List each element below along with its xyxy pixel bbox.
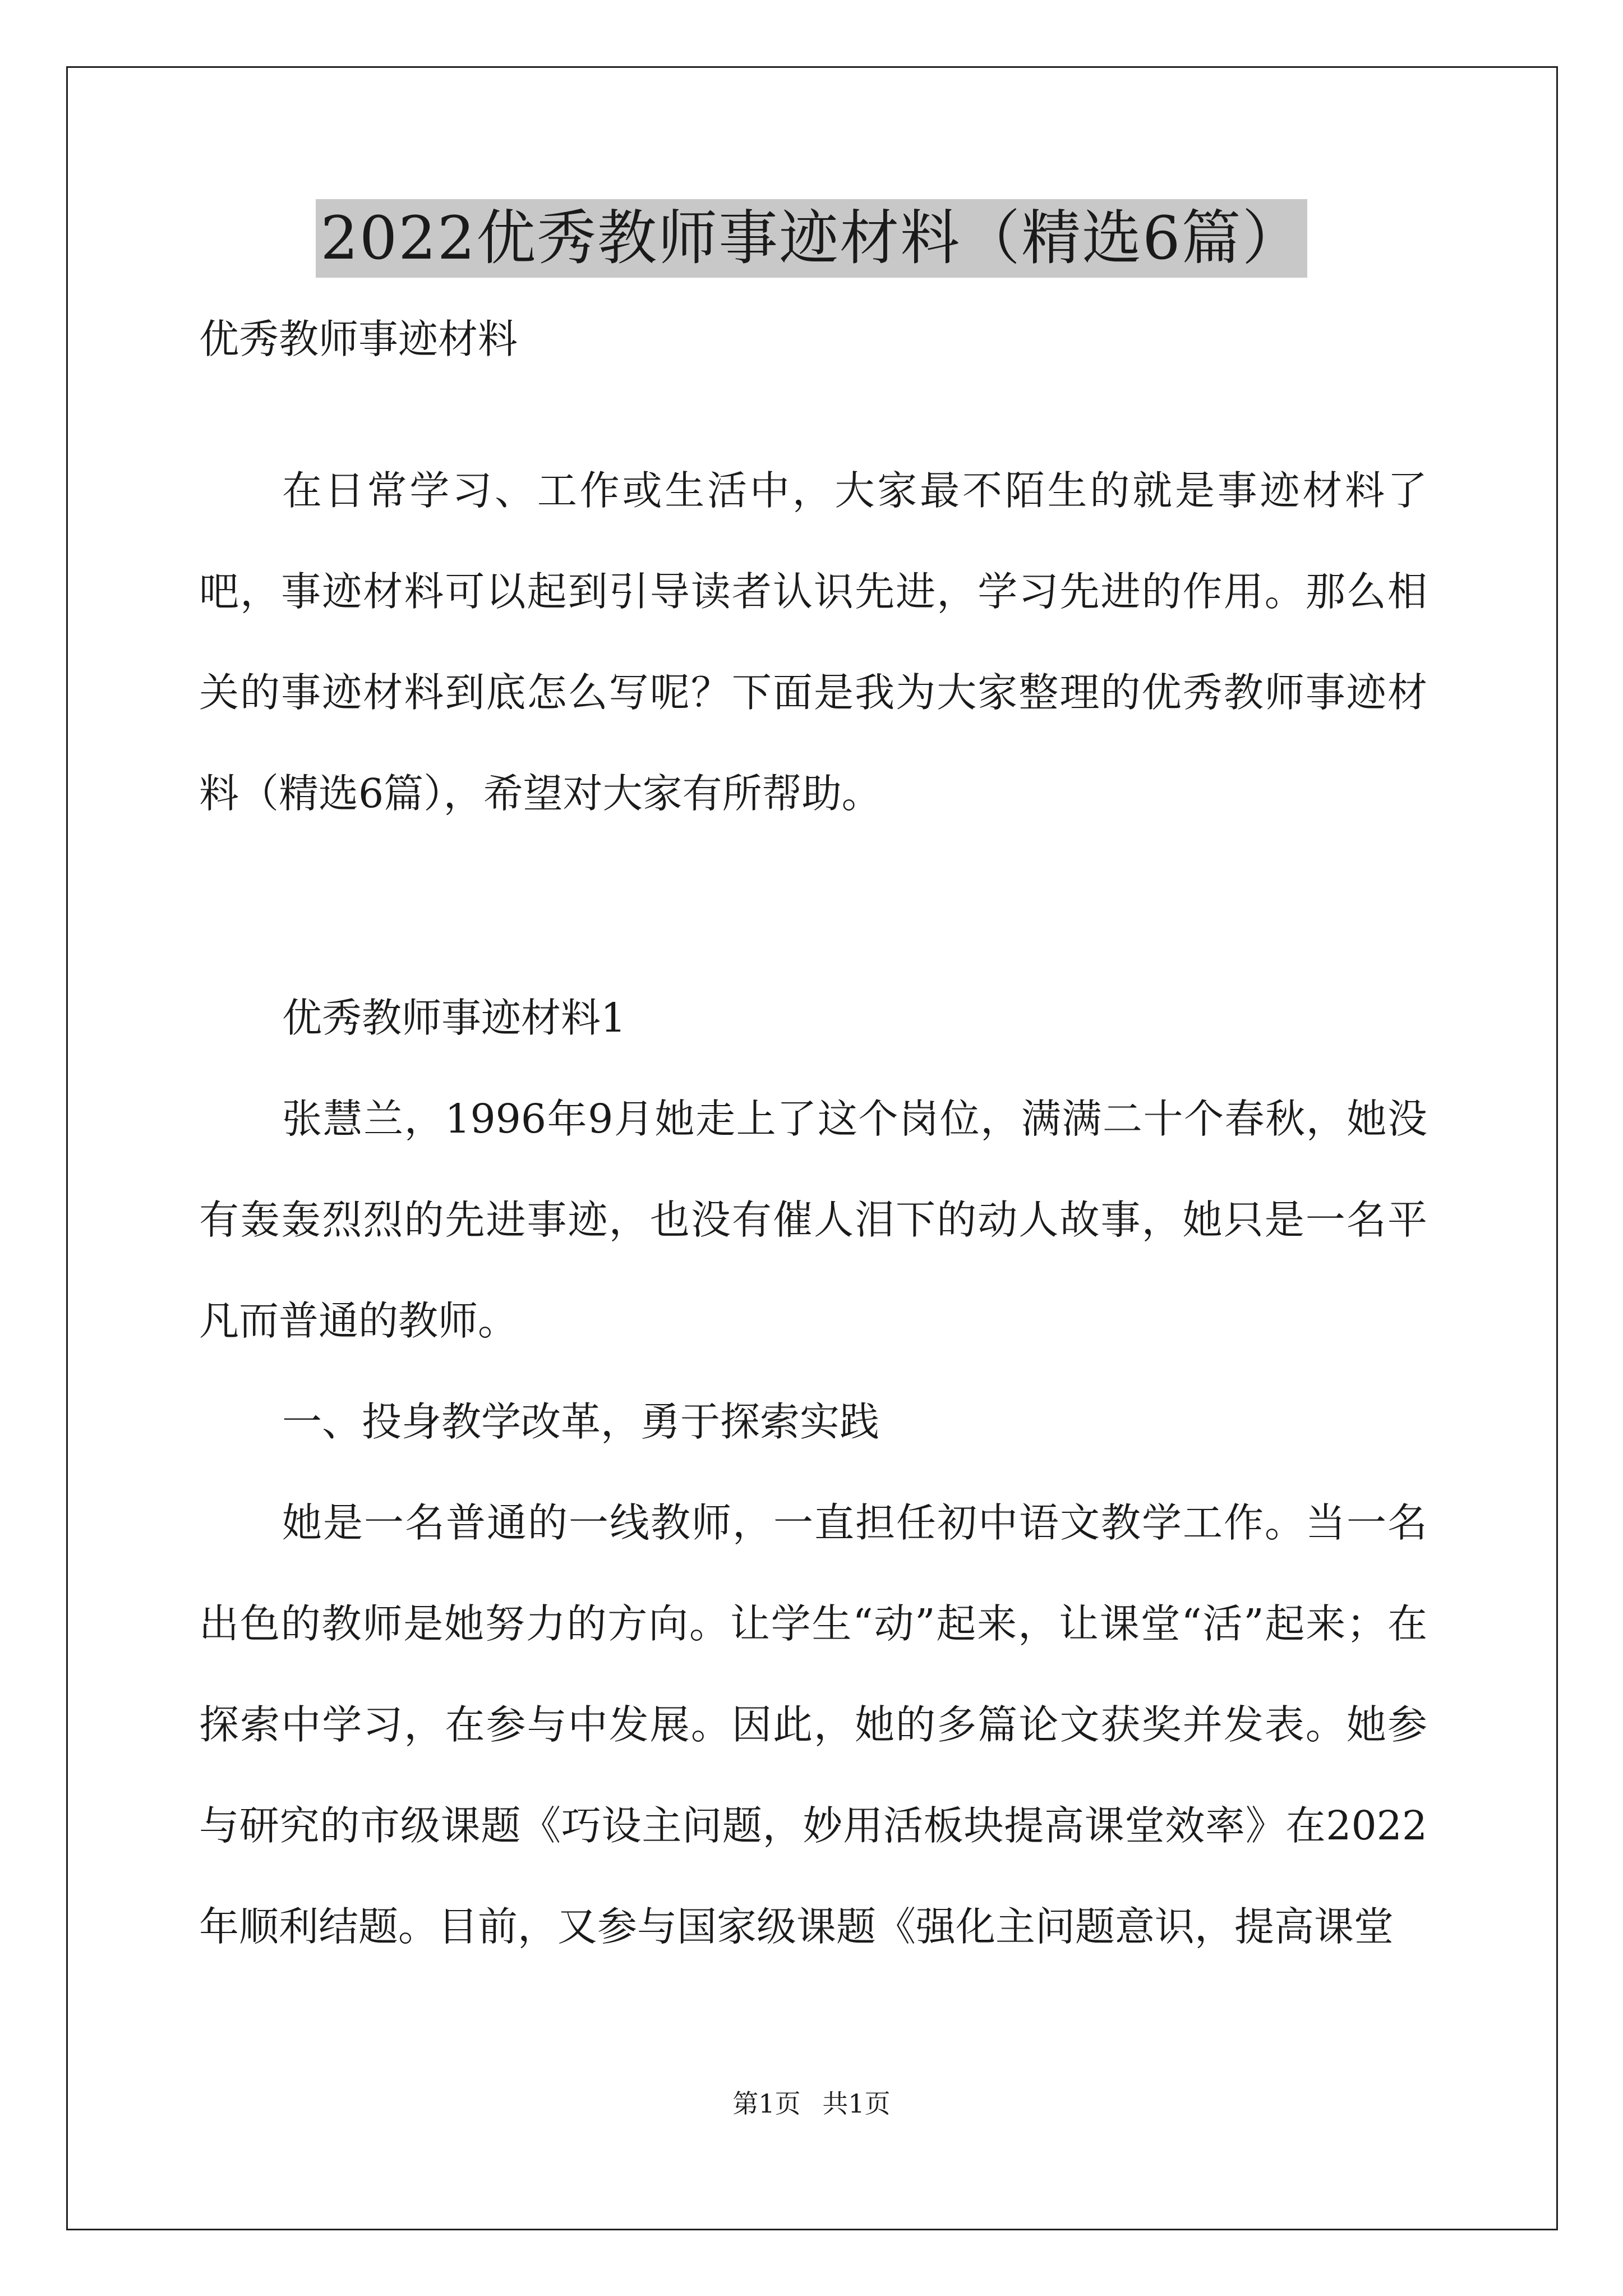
intro-paragraph: 在日常学习、工作或生活中，大家最不陌生的就是事迹材料了吧，事迹材料可以起到引导读者认识先进，学习先进的作用。那么相关的事迹材料到底怎么写呢？下面是我为大家整理的优秀教师事迹材料（精选6篇），希望对大家有所帮助。 [199,467,1427,817]
document-title: 2022优秀教师事迹材料（精选6篇） [316,199,1307,278]
page-number-current: 第1页 [732,2088,801,2119]
section1-heading: 一、投身教学改革，勇于探索实践 [282,1398,880,1445]
page-number-total: 共1页 [822,2088,891,2119]
article1-paragraph: 张慧兰，1996年9月她走上了这个岗位，满满二十个春秋，她没有轰轰烈烈的先进事迹，也没有催人泪下的动人故事，她只是一名平凡而普通的教师。 [199,1096,1427,1344]
page-footer [0,2087,1623,2120]
document-subtitle: 优秀教师事迹材料 [199,316,518,362]
article1-heading: 优秀教师事迹材料1 [282,995,626,1041]
section1-paragraph: 她是一名普通的一线教师，一直担任初中语文教学工作。当一名出色的教师是她努力的方向。让学生“动”起来，让课堂“活”起来；在探索中学习，在参与中发展。因此，她的多篇论文获奖并发表。她参与研究的市级课题《巧设主问题，妙用活板块提高课堂效率》在2022年顺利结题。目前，又参与国家级课题《强化主问题意识，提高课堂 [199,1499,1427,1950]
title-container [0,199,1623,278]
